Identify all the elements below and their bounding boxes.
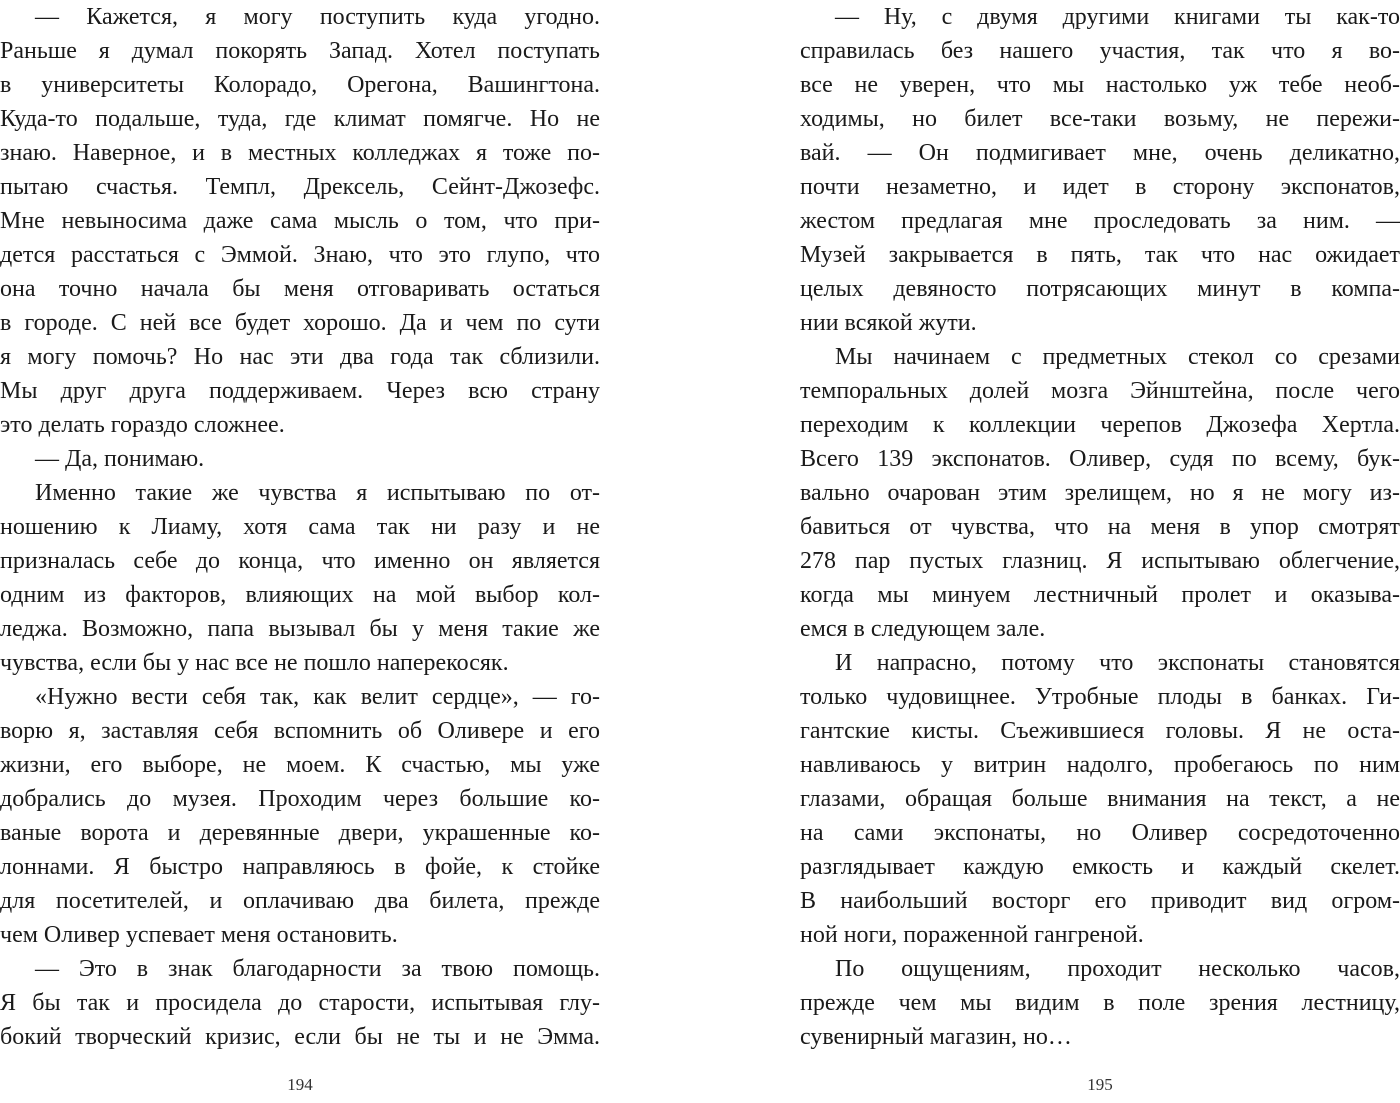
text-line: почти незаметно, и идет в сторону экспонатов, (800, 174, 1400, 200)
text-line: справилась без нашего участия, так что я во- (800, 38, 1400, 64)
text-line: я могу помочь? Но нас эти два года так сблизили. (0, 344, 600, 370)
text-line: навливаюсь у витрин надолго, пробегаюсь по ним (800, 752, 1400, 778)
text-line: Именно такие же чувства я испытываю по от- (35, 480, 600, 506)
text-line: ходимы, но билет все-таки возьму, не пережи- (800, 106, 1400, 132)
text-line: Всего 139 экспонатов. Оливер, судя по всему, бук- (800, 446, 1400, 472)
left-page-number: 194 (287, 1075, 313, 1094)
text-line: целых девяносто потрясающих минут в компа- (800, 276, 1400, 302)
text-line: Мы начинаем с предметных стекол со срезами (835, 344, 1400, 370)
text-line: знаю. Наверное, и в местных колледжах я тоже по- (0, 140, 600, 166)
text-line: ношению к Лиаму, хотя сама так ни разу и не (0, 514, 600, 540)
text-line: В наибольший восторг его приводит вид огром- (800, 888, 1400, 914)
text-line: добрались до музея. Проходим через большие ко- (0, 786, 600, 812)
text-line: И напрасно, потому что экспонаты становятся (835, 650, 1400, 676)
text-line: ворю я, заставляя себя вспомнить об Оливере и его (0, 718, 600, 744)
text-line: — Да, понимаю. (35, 446, 205, 472)
text-line: темпоральных долей мозга Эйнштейна, после чего (800, 378, 1400, 404)
left-page-text (0, 0, 600, 1054)
text-line: одним из факторов, влияющих на мой выбор кол- (0, 582, 600, 608)
text-line: 278 пар пустых глазниц. Я испытываю облегчение, (800, 548, 1400, 574)
text-line: емся в следующем зале. (800, 616, 1046, 642)
text-line: на сами экспонаты, но Оливер сосредоточенно (800, 820, 1400, 846)
text-line: «Нужно вести себя так, как велит сердце», — го- (35, 684, 600, 710)
text-line: переходим к коллекции черепов Джозефа Хертла. (800, 412, 1400, 438)
right-page-text (800, 0, 1400, 1054)
text-line: чувства, если бы у нас все не пошло наперекосяк. (0, 650, 509, 676)
text-line: вально очарован этим зрелищем, но я не могу из- (800, 480, 1400, 506)
text-line: вай. — Он подмигивает мне, очень деликатно, (800, 140, 1400, 166)
text-line: это делать гораздо сложнее. (0, 412, 285, 438)
text-line: Мне невыносима даже сама мысль о том, что при- (0, 208, 600, 234)
text-line: прежде чем мы видим в поле зрения лестницу, (800, 990, 1400, 1016)
text-line: сувенирный магазин, но… (800, 1024, 1072, 1050)
text-line: нии всякой жути. (800, 310, 977, 336)
text-line: — Кажется, я могу поступить куда угодно. (35, 4, 600, 30)
text-line: только чудовищнее. Утробные плоды в банках. Ги- (800, 684, 1400, 710)
text-line: бавиться от чувства, что на меня в упор смотрят (800, 514, 1400, 540)
text-line: в университеты Колорадо, Орегона, Вашингтона. (0, 72, 600, 98)
text-line: Музей закрывается в пять, так что нас ожидает (800, 242, 1400, 268)
text-line: Куда-то подальше, туда, где климат помягче. Но не (0, 106, 600, 132)
text-line: все не уверен, что мы настолько уж тебе необ- (800, 72, 1400, 98)
right-page (800, 0, 1400, 1103)
text-line: жестом предлагая мне проследовать за ним. — (800, 208, 1400, 234)
text-line: — Ну, с двумя другими книгами ты как-то (835, 4, 1400, 30)
text-line: ной ноги, пораженной гангреной. (800, 922, 1144, 948)
text-line: чем Оливер успевает меня остановить. (0, 922, 398, 948)
text-line: жизни, его выборе, не моем. К счастью, мы уже (0, 752, 600, 778)
text-line: ваные ворота и деревянные двери, украшенные ко- (0, 820, 600, 846)
text-line: бокий творческий кризис, если бы не ты и не Эмма. (0, 1024, 600, 1050)
text-line: дется расстаться с Эммой. Знаю, что это глупо, что (0, 242, 600, 268)
text-line: Мы друг друга поддерживаем. Через всю страну (0, 378, 600, 404)
text-line: Раньше я думал покорять Запад. Хотел поступать (0, 38, 600, 64)
text-line: разглядывает каждую емкость и каждый скелет. (800, 854, 1400, 880)
text-line: леджа. Возможно, папа вызывал бы у меня такие же (0, 616, 600, 642)
text-line: лоннами. Я быстро направляюсь в фойе, к стойке (0, 854, 600, 880)
text-line: когда мы минуем лестничный пролет и оказыва- (800, 582, 1400, 608)
text-line: для посетителей, и оплачиваю два билета, прежде (0, 888, 600, 914)
text-line: глазами, обращая больше внимания на текст, а не (800, 786, 1400, 812)
text-line: она точно начала бы меня отговаривать остаться (0, 276, 600, 302)
text-line: — Это в знак благодарности за твою помощь. (35, 956, 600, 982)
text-line: в городе. С ней все будет хорошо. Да и чем по сути (0, 310, 600, 336)
text-line: По ощущениям, проходит несколько часов, (835, 956, 1400, 982)
text-line: Я бы так и просидела до старости, испытывая глу- (0, 990, 600, 1016)
right-page-number: 195 (1087, 1075, 1113, 1094)
text-line: пытаю счастья. Темпл, Дрексель, Сейнт-Джозефс. (0, 174, 600, 200)
text-line: гантские кисты. Съежившиеся головы. Я не оста- (800, 718, 1400, 744)
left-page (0, 0, 600, 1103)
text-line: призналась себе до конца, что именно он является (0, 548, 600, 574)
